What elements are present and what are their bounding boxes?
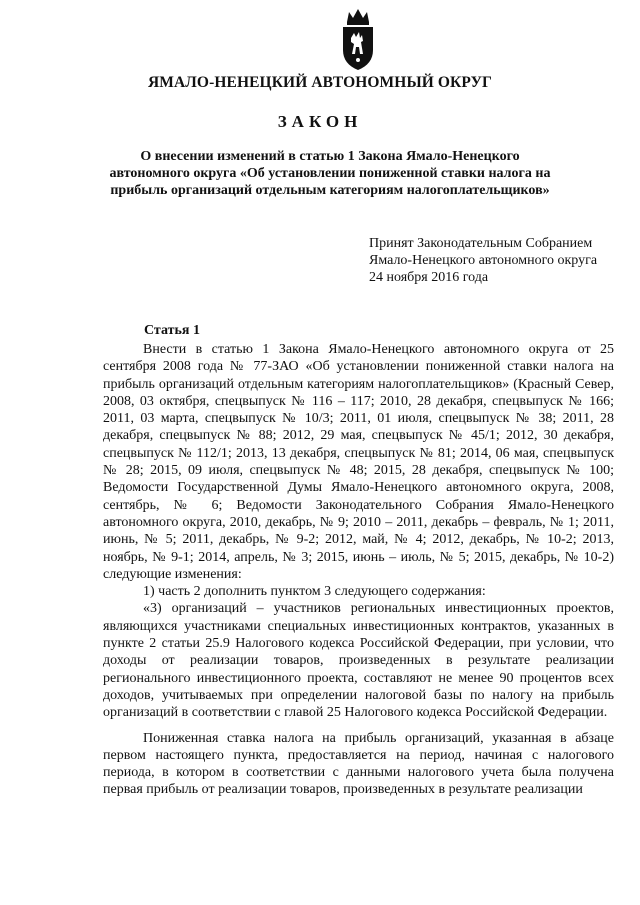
adoption-line-2: Ямало-Ненецкого автономного округа bbox=[369, 253, 598, 268]
article-title: Статья 1 bbox=[144, 323, 200, 338]
paragraph: 1) часть 2 дополнить пунктом 3 следующего содержания: bbox=[143, 584, 486, 600]
coat-of-arms-icon bbox=[337, 8, 379, 72]
article-body bbox=[103, 341, 614, 799]
document-type: ЗАКОН bbox=[277, 112, 363, 131]
adoption-line-1: Принят Законодательным Собранием bbox=[369, 236, 593, 251]
region-name: ЯМАЛО-НЕНЕЦКИЙ АВТОНОМНЫЙ ОКРУГ bbox=[147, 74, 493, 91]
adoption-date: 24 ноября 2016 года bbox=[369, 270, 489, 285]
paragraph: Внести в статью 1 Закона Ямало-Ненецкого автономного округа от 25 сентября 2008 года № 77-ЗАО «Об установлении пониженной ставки налога на прибыль организаций отдельным категориям налогоплательщиков» (Красный Север, 2008, 03 октября, спецвыпуск № 116 – 117; 2010, 28 декабря, спецвыпуск № 166; 2011, 03 марта, спецвыпуск № 10/3; 2011, 01 июля, спецвыпуск № 38; 2011, 28 декабря, спецвыпуск № 88; 2012, 29 мая, спецвыпуск № 45/1; 2012, 30 декабря, спецвыпуск № 112/1; 2013, 13 декабря, спецвыпуск № 81; 2014, 06 мая, спецвыпуск № 28; 2015, 09 июля, спецвыпуск № 48; 2015, 28 декабря, спецвыпуск № 100; Ведомости Государственной Думы Ямало-Ненецкого автономного округа, 2008, сентябрь, № 6; Ведомости Законодательного Собрания Ямало-Ненецкого автономного округа, 2010, декабрь, № 9; 2010 – 2011, декабрь – февраль, № 1; 2011, июнь, № 5; 2011, декабрь, № 9-2; 2012, май, № 4; 2012, декабрь, № 10-2; 2013, ноябрь, № 9-1; 2014, апрель, № 3; 2015, июнь – июль, № 5; 2015, декабрь, № 10-2) следующие изменения: bbox=[103, 342, 614, 582]
paragraph: Пониженная ставка налога на прибыль организаций, указанная в абзаце первом настоящего пункта, предоставляется на период, начиная с налогового периода, в котором в соответствии с данными налогового учета была получена первая прибыль от реализации товаров, произведенных в результате реализации bbox=[103, 730, 614, 798]
paragraph: «3) организаций – участников региональных инвестиционных проектов, являющихся участниками специальных инвестиционных контрактов, указанных в пункте 2 статьи 25.9 Налогового кодекса Российской Федерации, при условии, что доходы от реализации товаров, произведенных в результате реализации регионального инвестиционного проекта, составляют не менее 90 процентов всех доходов, учитываемых при определении налоговой базы по налогу на прибыль организаций в соответствии с главой 25 Налогового кодекса Российской Федерации. bbox=[103, 601, 614, 721]
adoption-note bbox=[369, 235, 597, 286]
law-subject: О внесении изменений в статью 1 Закона Ямало-Ненецкого автономного округа «Об установлении пониженной ставки налога на прибыль организаций отдельным категориям налогоплательщиков» bbox=[109, 149, 551, 198]
